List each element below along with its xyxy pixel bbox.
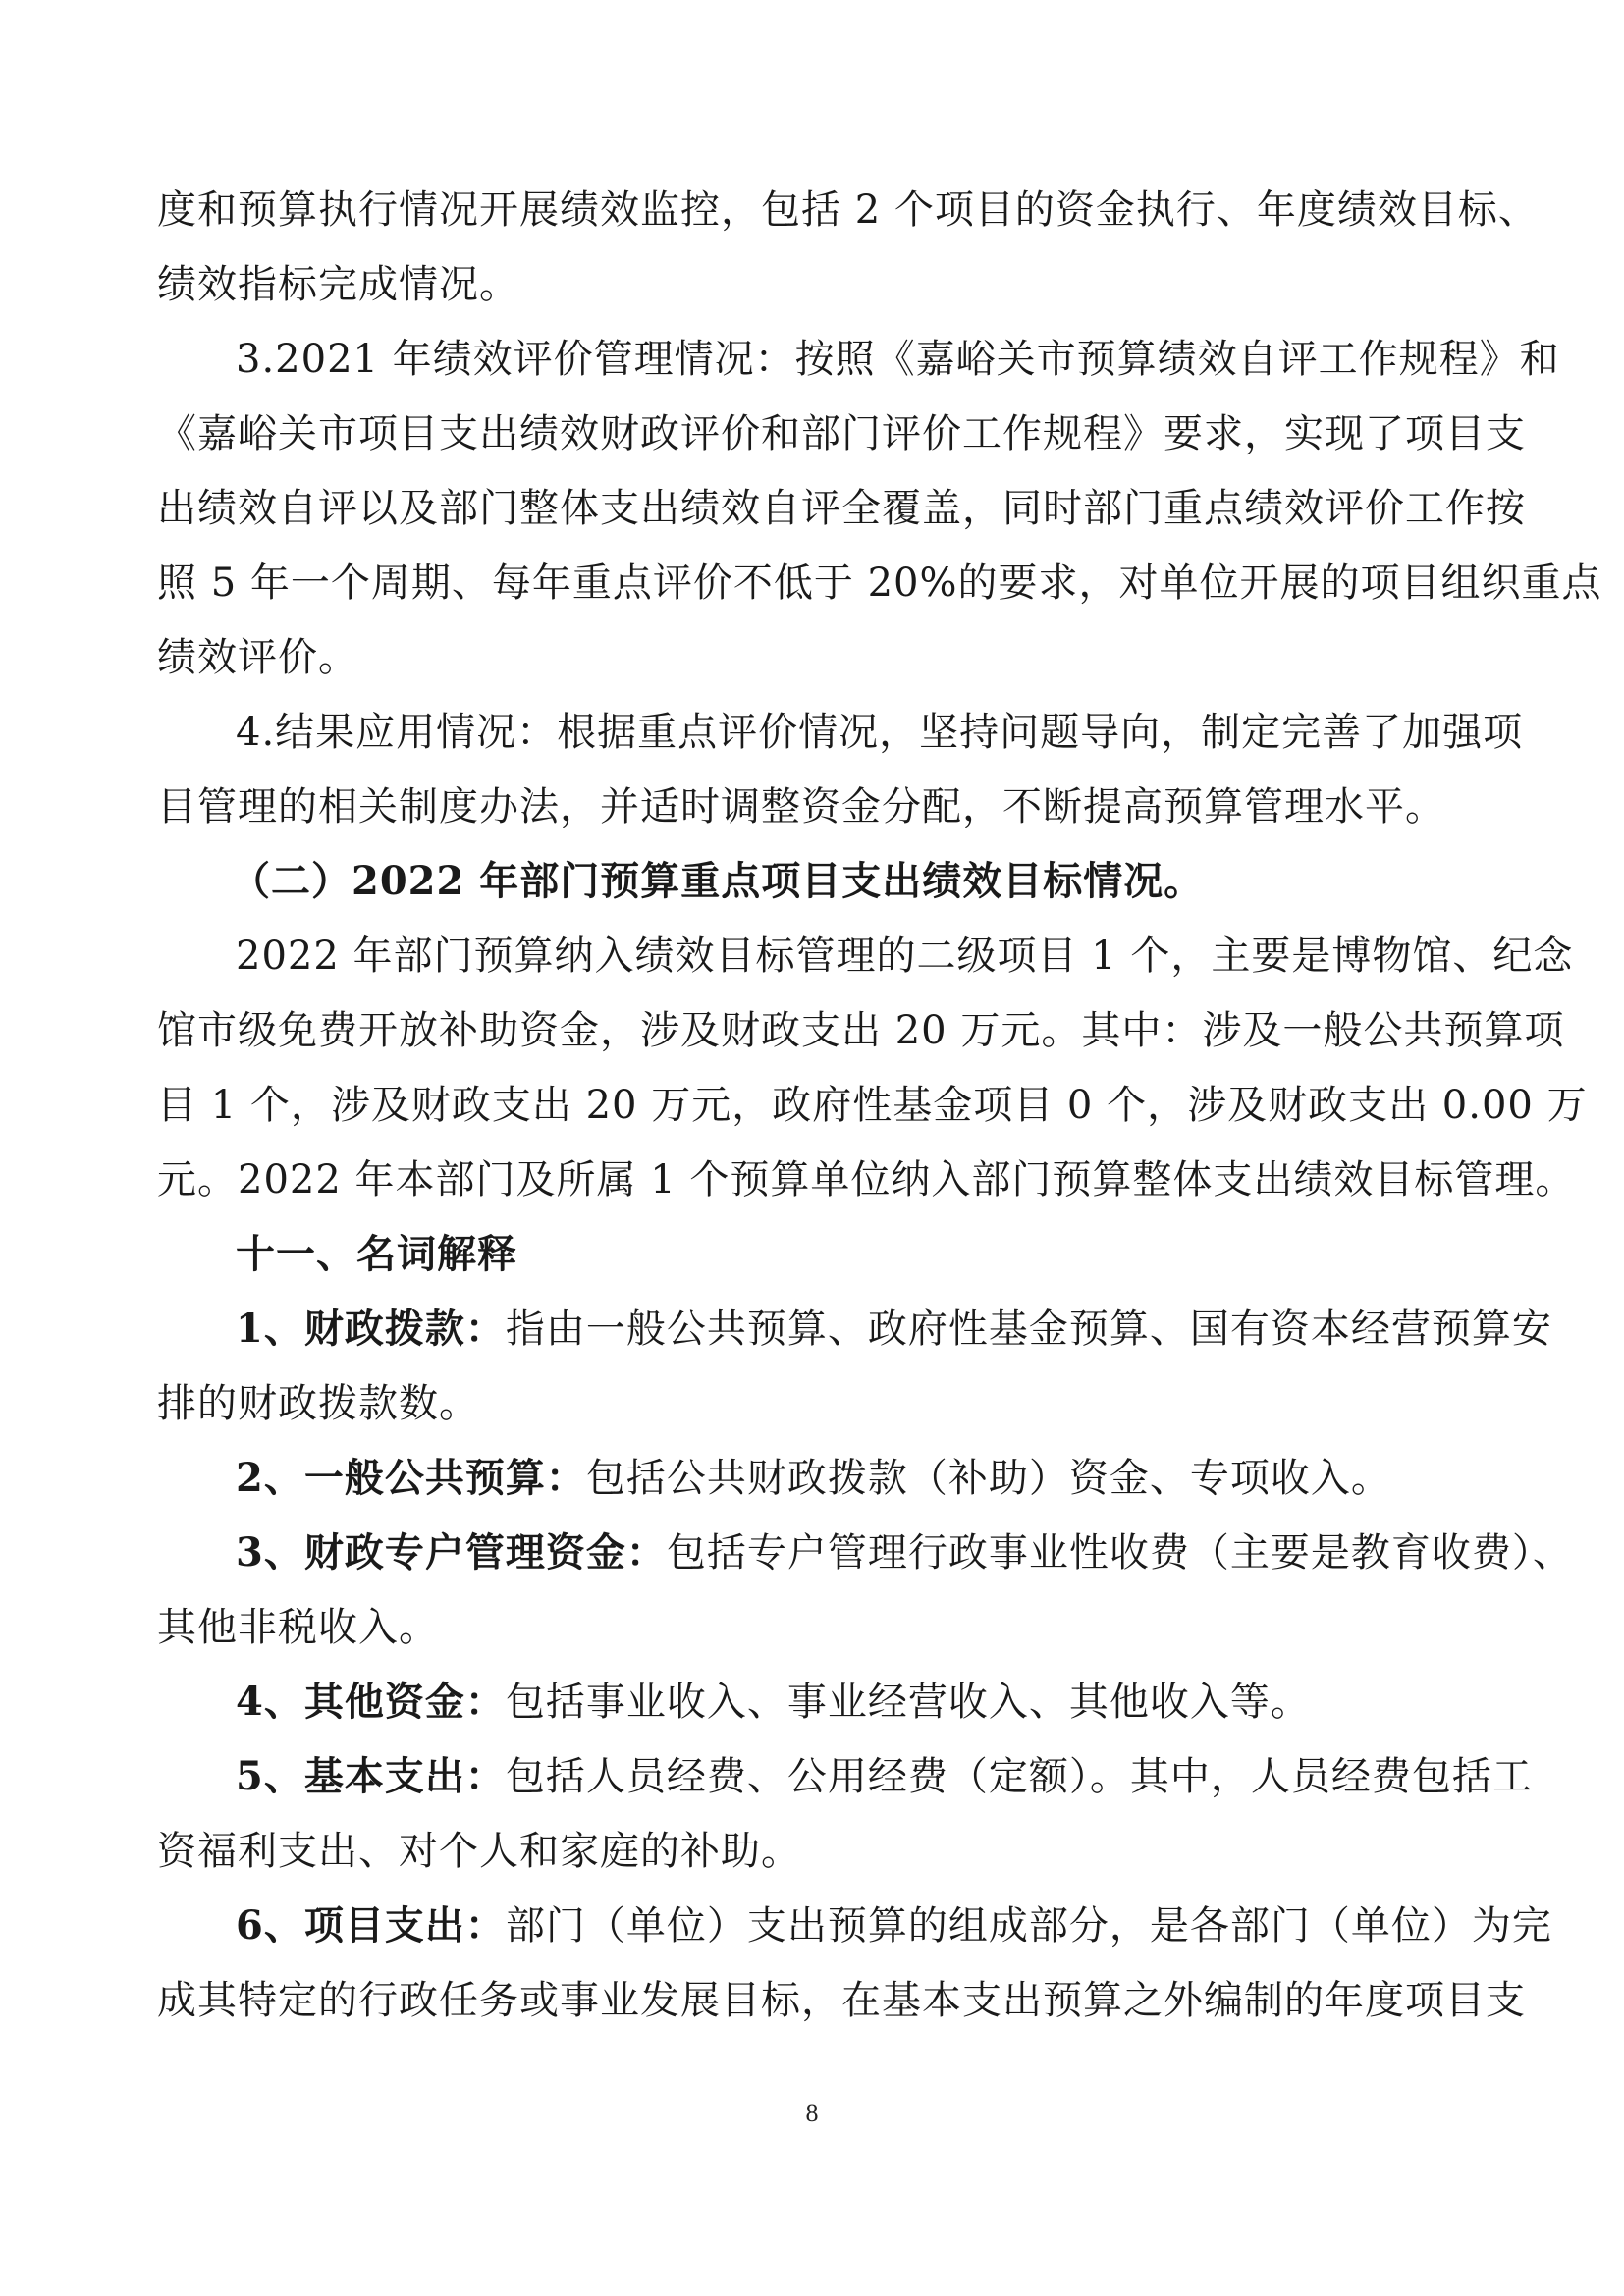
- body-line: 目管理的相关制度办法，并适时调整资金分配，不断提高预算管理水平。: [157, 784, 1445, 829]
- body-line: 目 1 个，涉及财政支出 20 万元，政府性基金项目 0 个，涉及财政支出 0.00 万: [157, 1083, 1588, 1128]
- body-line: 资福利支出、对个人和家庭的补助。: [157, 1829, 801, 1874]
- section-heading: （二）2022 年部门预算重点项目支出绩效目标情况。: [231, 858, 1205, 904]
- definition-item: [236, 1902, 1552, 1949]
- body-line: 其他非税收入。: [157, 1605, 439, 1650]
- definition-item: [236, 1529, 1573, 1576]
- definition-item: [236, 1753, 1533, 1800]
- definition-text: 包括事业收入、事业经营收入、其他收入等。: [505, 1680, 1311, 1725]
- page-number: 8: [805, 2099, 819, 2127]
- chapter-heading: 十一、名词解释: [236, 1231, 517, 1277]
- body-line: 成其特定的行政任务或事业发展目标，在基本支出预算之外编制的年度项目支: [157, 1978, 1526, 2023]
- paragraph-first-line: 4.结果应用情况：根据重点评价情况，坚持问题导向，制定完善了加强项: [236, 710, 1524, 755]
- definition-text: 包括专户管理行政事业性收费（主要是教育收费）、: [666, 1530, 1573, 1575]
- body-line: 《嘉峪关市项目支出绩效财政评价和部门评价工作规程》要求，实现了项目支: [157, 411, 1526, 456]
- body-line: 度和预算执行情况开展绩效监控，包括 2 个项目的资金执行、年度绩效目标、: [157, 187, 1539, 233]
- definition-term: 1、财政拨款：: [236, 1306, 506, 1352]
- body-line: 元。2022 年本部门及所属 1 个预算单位纳入部门预算整体支出绩效目标管理。: [157, 1157, 1576, 1202]
- definition-item: [236, 1306, 1552, 1353]
- definition-term: 5、基本支出：: [236, 1753, 506, 1799]
- paragraph-first-line: 3.2021 年绩效评价管理情况：按照《嘉峪关市预算绩效自评工作规程》和: [236, 337, 1560, 382]
- definition-term: 6、项目支出：: [236, 1902, 506, 1949]
- definition-text: 包括人员经费、公用经费（定额）。其中，人员经费包括工: [505, 1754, 1533, 1799]
- definition-text: 部门（单位）支出预算的组成部分，是各部门（单位）为完: [505, 1903, 1552, 1949]
- body-line: 馆市级免费开放补助资金，涉及财政支出 20 万元。其中：涉及一般公共预算项: [157, 1008, 1565, 1053]
- definition-term: 4、其他资金：: [236, 1679, 506, 1725]
- definition-term: 2、一般公共预算：: [236, 1455, 586, 1501]
- definition-text: 指由一般公共预算、政府性基金预算、国有资本经营预算安: [505, 1307, 1552, 1352]
- definition-term: 3、财政专户管理资金：: [236, 1529, 667, 1575]
- body-line: 绩效评价。: [157, 635, 358, 680]
- body-line: 照 5 年一个周期、每年重点评价不低于 20%的要求，对单位开展的项目组织重点: [157, 561, 1602, 606]
- definition-item: [236, 1679, 1473, 1726]
- body-line: 排的财政拨款数。: [157, 1381, 479, 1426]
- body-line: 出绩效自评以及部门整体支出绩效自评全覆盖，同时部门重点绩效评价工作按: [157, 486, 1526, 531]
- body-line: 绩效指标完成情况。: [157, 262, 519, 307]
- paragraph-first-line: 2022 年部门预算纳入绩效目标管理的二级项目 1 个，主要是博物馆、纪念: [236, 934, 1574, 979]
- definition-item: [236, 1455, 1473, 1502]
- definition-text: 包括公共财政拨款（补助）资金、专项收入。: [585, 1456, 1391, 1501]
